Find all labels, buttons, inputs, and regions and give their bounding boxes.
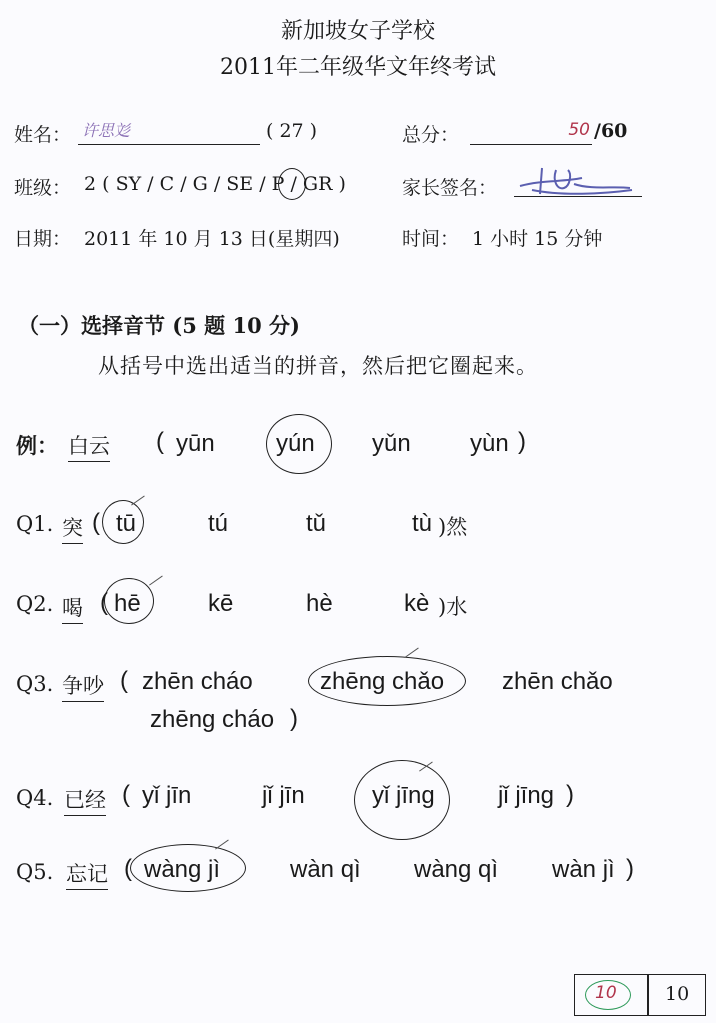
q5-option-a[interactable]: wàng jì <box>144 856 221 883</box>
check-mark <box>149 576 163 586</box>
example-label: 例： <box>16 433 58 458</box>
name-field[interactable] <box>78 118 260 145</box>
q4-option-c[interactable]: yǐ jīng <box>372 782 435 809</box>
question-word: 已经 <box>64 784 106 816</box>
total-max: /60 <box>594 120 628 142</box>
q3-option-b[interactable]: zhēng chǎo <box>320 668 445 695</box>
q5-answer-circle <box>130 844 246 892</box>
question-number: Q4. <box>16 786 54 810</box>
q3-option-d[interactable]: zhēng cháo <box>150 706 275 733</box>
name-label: 姓名： <box>14 124 72 146</box>
question-word: 突 <box>62 512 83 544</box>
example-option: yǔn <box>372 430 411 457</box>
q4-suffix: ) <box>566 781 574 808</box>
open-paren: ( <box>120 667 128 694</box>
q4-option-d[interactable]: jǐ jīng <box>498 782 555 809</box>
class-circle-mark <box>278 168 306 200</box>
open-paren: ( <box>100 589 108 616</box>
score-box-divider <box>647 975 649 1015</box>
open-paren: ( <box>92 509 100 536</box>
total-field[interactable] <box>470 118 592 145</box>
example-option: yùn <box>470 430 509 457</box>
date-label: 日期： <box>14 228 72 250</box>
question-word: 争吵 <box>62 670 104 702</box>
q5-option-c[interactable]: wàng qì <box>414 856 499 883</box>
score-awarded: 10 <box>595 983 617 1003</box>
q4-option-a[interactable]: yǐ jīn <box>142 782 192 809</box>
open-paren: ( <box>122 781 130 808</box>
q5-option-d[interactable]: wàn jì <box>552 856 615 883</box>
section-title: （一）选择音节 (5 题 10 分) <box>18 313 300 338</box>
score-box <box>574 974 706 1016</box>
example-word: 白云 <box>68 430 110 462</box>
question-word: 喝 <box>62 592 83 624</box>
q3-answer-circle <box>308 656 466 706</box>
q2-option-c[interactable]: hè <box>306 590 333 617</box>
time-value: 1 小时 15 分钟 <box>472 228 603 250</box>
q5-option-b[interactable]: wàn qì <box>290 856 361 883</box>
example-open-paren: ( <box>156 428 164 455</box>
class-number: ( 27 ) <box>266 120 318 142</box>
q3-suffix: ) <box>290 705 298 732</box>
check-mark <box>405 648 419 658</box>
example-option: yún <box>276 430 315 457</box>
question-word: 忘记 <box>66 858 108 890</box>
question-number: Q1. <box>16 512 54 536</box>
q2-option-d[interactable]: kè <box>404 590 430 617</box>
q3-option-c[interactable]: zhēn chǎo <box>502 668 613 695</box>
total-score-handwriting: 50 <box>568 120 590 140</box>
q2-option-a[interactable]: hē <box>114 590 141 617</box>
example-answer-circle <box>266 414 332 474</box>
q1-option-d[interactable]: tù <box>412 510 433 537</box>
q1-option-b[interactable]: tú <box>208 510 229 537</box>
q1-suffix: )然 <box>438 515 468 539</box>
class-value: 2 ( SY / C / G / SE / P / GR ) <box>84 173 346 195</box>
q2-answer-circle <box>104 578 154 624</box>
q3-option-a[interactable]: zhēn cháo <box>142 668 253 695</box>
q1-answer-circle <box>102 500 144 544</box>
question-number: Q2. <box>16 592 54 616</box>
q1-option-c[interactable]: tǔ <box>306 510 327 537</box>
open-paren: ( <box>124 855 132 882</box>
parent-signature <box>512 160 642 200</box>
date-value: 2011 年 10 月 13 日(星期四) <box>84 228 340 250</box>
check-mark <box>131 496 145 506</box>
parent-signature-label: 家长签名： <box>402 177 498 199</box>
time-label: 时间： <box>402 228 460 250</box>
question-number: Q5. <box>16 860 54 884</box>
question-number: Q3. <box>16 672 54 696</box>
q4-option-b[interactable]: jǐ jīn <box>262 782 305 809</box>
total-label: 总分： <box>402 124 460 146</box>
section-instruction: 从括号中选出适当的拼音，然后把它圈起来。 <box>98 354 538 378</box>
exam-title: 2011年二年级华文年终考试 <box>220 55 496 80</box>
q5-suffix: ) <box>626 855 634 882</box>
name-handwriting: 许思彣 <box>82 121 131 140</box>
class-label: 班级： <box>14 177 72 199</box>
score-max: 10 <box>665 983 690 1005</box>
example-close-paren: ) <box>518 428 526 455</box>
q4-answer-circle <box>354 760 450 840</box>
q1-option-a[interactable]: tū <box>116 510 137 537</box>
q2-option-b[interactable]: kē <box>208 590 234 617</box>
example-option: yūn <box>176 430 215 457</box>
school-name: 新加坡女子学校 <box>280 19 435 44</box>
q2-suffix: )水 <box>438 595 468 619</box>
